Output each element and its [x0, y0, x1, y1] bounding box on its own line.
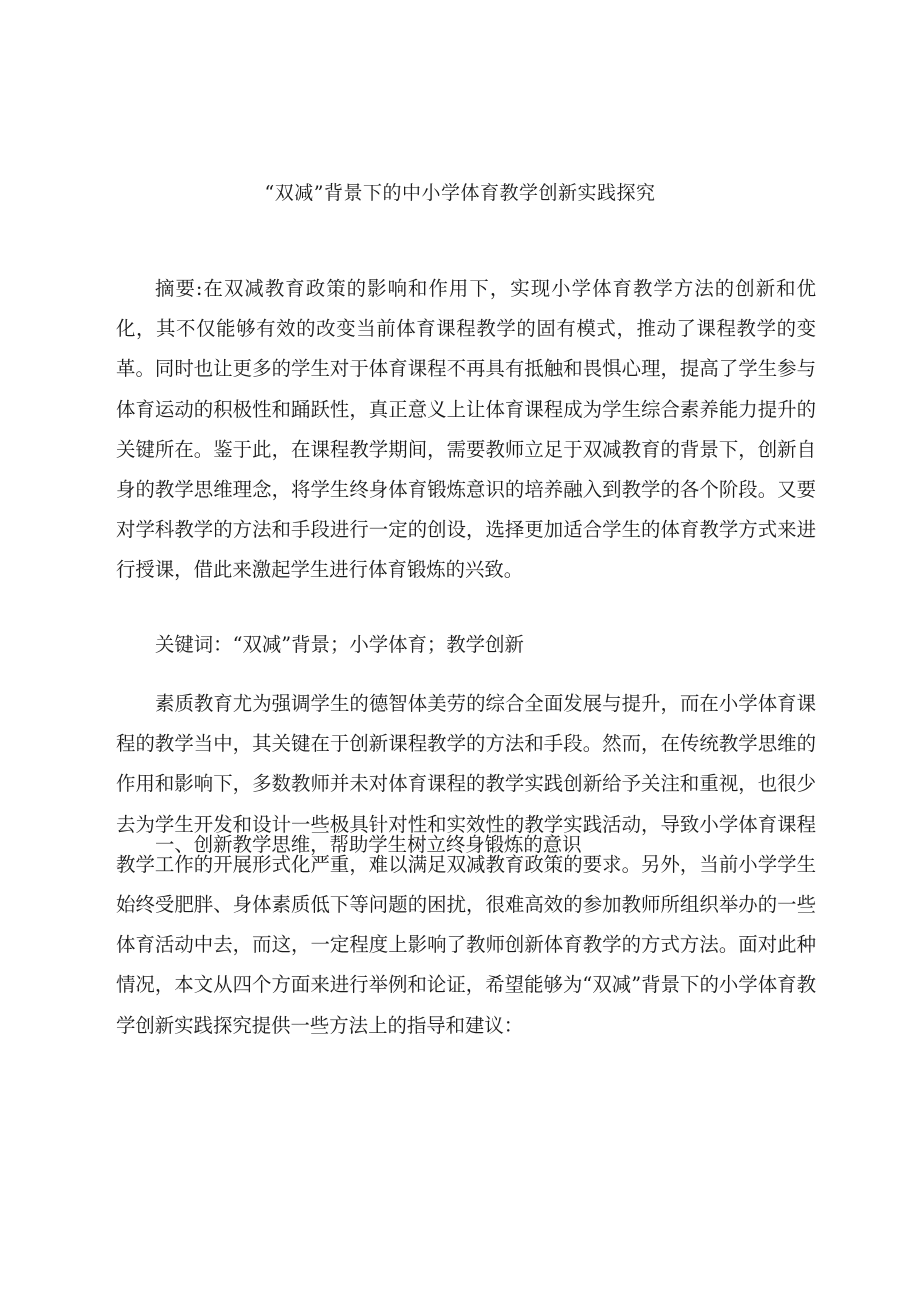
keywords-paragraph [116, 625, 816, 665]
document-title: “双减”背景下的中小学体育教学创新实践探究 [264, 182, 656, 204]
section-heading: 一、创新教学思维，帮助学生树立终身锻炼的意识 [155, 833, 582, 856]
abstract-paragraph [116, 269, 816, 591]
keywords-text: “双减”背景；小学体育；教学创新 [232, 633, 524, 656]
keywords-label: 关键词： [155, 633, 233, 656]
introduction-paragraph: 素质教育尤为强调学生的德智体美劳的综合全面发展与提升，而在小学体育课程的教学当中，其关键在于创新课程教学的方法和手段。然而，在传统教学思维的作用和影响下，多数教师并未对体育课程的教学实践创新给予关注和重视，也很少去为学生开发和设计一些极具针对性和实效性的教学实践活动，导致小学体育课程教学工作的开展形式化严重，难以满足双减教育政策的要求。另外，当前小学学生始终受肥胖、身体素质低下等问题的困扰，很难高效的参加教师所组织举办的一些体育活动中去，而这，一定程度上影响了教师创新体育教学的方式方法。面对此种情况，本文从四个方面来进行举例和论证，希望能够为“双减”背景下的小学体育教学创新实践探究提供一些方法上的指导和建议： [116, 692, 816, 1037]
abstract-text: 在双减教育政策的影响和作用下，实现小学体育教学方法的创新和优化，其不仅能够有效的改变当前体育课程教学的固有模式，推动了课程教学的变革。同时也让更多的学生对于体育课程不再具有抵触和畏惧心理，提高了学生参与体育运动的积极性和踊跃性，真正意义上让体育课程成为学生综合素养能力提升的关键所在。鉴于此，在课程教学期间，需要教师立足于双减教育的背景下，创新自身的教学思维理念，将学生终身体育锻炼意识的培养融入到教学的各个阶段。又要对学科教学的方法和手段进行一定的创设，选择更加适合学生的体育教学方式来进行授课，借此来激起学生进行体育锻炼的兴致。 [116, 277, 816, 582]
abstract-label: 摘要: [155, 277, 203, 300]
